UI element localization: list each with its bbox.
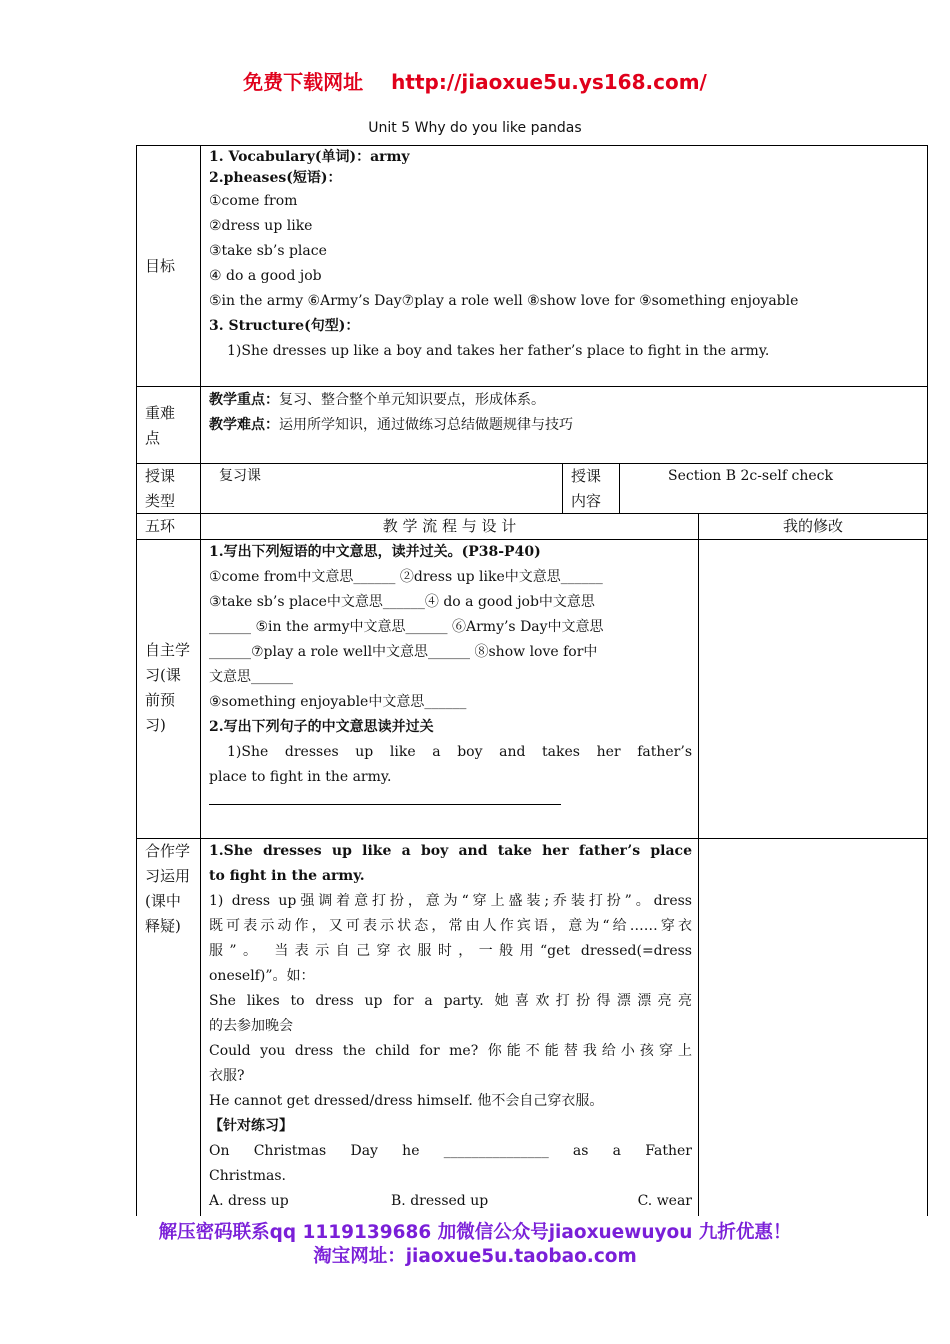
column-header-1 [137,514,200,539]
coop-practice-question-line-2: Christmas. [209,1168,286,1184]
coop-example-2-line-1: Could you dress the child for me? 你能不能替我给小孩穿上 [209,1043,692,1059]
self-study-line-2: ③take sb’s place中文意思______④ do a good job中文意思 [209,594,595,610]
self-study-row [137,540,927,839]
lesson-type-value-cell [200,464,562,513]
column-header-2 [200,514,698,539]
goals-phrases-heading: 2.pheases(短语)： [209,170,342,186]
goals-vocabulary-line: 1. Vocabulary(单词)：army [209,149,410,165]
lesson-type-label-cell [137,464,200,513]
lesson-type-label: 授课类型 [145,467,176,510]
lesson-info-row [137,464,927,514]
goals-label-cell [137,146,200,386]
coop-content-cell [200,839,698,1216]
column-header-3-text: 我的修改 [782,517,843,535]
self-study-sentence-line-2: place to fight in the army. [209,769,392,785]
lesson-type-value: 复习课 [219,468,261,484]
hard-point-line [201,413,927,438]
coop-sentence-line-1: 1.She dresses up like a boy and take her father’s place [209,843,692,859]
lesson-content-label: 授课内容 [571,467,602,510]
option-b: B. dressed up [391,1193,489,1209]
self-study-line-6: ⑨something enjoyable中文意思______ [209,694,467,710]
column-header-row [137,514,927,540]
lesson-content-value-cell [619,464,927,513]
column-header-2-text: 教 学 流 程 与 设 计 [382,517,517,535]
goals-structure-heading: 3. Structure(句型)： [209,318,360,334]
column-header-1-text: 五环 [145,517,176,535]
coop-example-1-line-2: 的去参加晚会 [209,1018,293,1034]
goals-phrase-2: ②dress up like [209,218,313,234]
download-banner-label: 免费下载网址 [243,70,364,94]
goals-structure-sentence: 1)She dresses up like a boy and takes her father’s place to fight in the army. [227,343,770,359]
goals-label: 目标 [145,257,176,275]
key-point-label: 教学重点： [209,392,279,408]
coop-explain-3: 服”。 当表示自己穿衣服时，一般用“get dressed(=dress [209,943,692,959]
lesson-content-label-cell [562,464,619,513]
self-study-task-1-heading: 1.写出下列短语的中文意思，读并过关。(P38-P40) [209,544,541,560]
difficulty-label-cell [137,387,200,463]
self-study-label: 自主学习(课前预习) [145,641,191,734]
self-study-content-cell [200,540,698,838]
coop-practice-heading: 【针对练习】 [209,1118,293,1134]
coop-example-1-line-1: She likes to dress up for a party. 她喜欢打扮得漂漂亮亮 [209,993,692,1009]
key-point-text: 复习、整合整个单元知识要点，形成体系。 [279,392,545,408]
self-study-line-4: ______⑦play a role well中文意思______ ⑧show love for中 [209,644,598,660]
hard-point-text: 运用所学知识，通过做练习总结做题规律与技巧 [279,417,573,433]
hard-point-label: 教学难点： [209,417,279,433]
coop-practice-question-line-1: On Christmas Day he _______________ as a Father [209,1143,692,1159]
coop-explain-2: 既可表示动作，又可表示状态，常由人作宾语，意为“给……穿衣 [209,918,692,934]
difficulty-label: 重难点 [145,404,176,447]
coop-explain-4: oneself)”。如： [209,968,315,984]
coop-sentence-line-2: to fight in the army. [209,868,365,884]
goals-content-cell [200,146,927,386]
goals-phrase-3: ③take sb’s place [209,243,327,259]
footer-taobao-link[interactable]: 淘宝网址：jiaoxue5u.taobao.com [313,1246,637,1267]
key-point-line [201,388,927,413]
coop-options-line [201,1189,698,1214]
coop-label: 合作学习运用(课中释疑) [145,842,191,935]
difficulty-content-cell [200,387,927,463]
lesson-content-value: Section B 2c-self check [668,468,833,484]
footer-contact-line: 解压密码联系qq 1119139686 加微信公众号jiaoxuewuyou 九折优惠！ [158,1222,792,1243]
column-header-3 [698,514,927,539]
goals-phrase-4: ④ do a good job [209,268,322,284]
self-study-sentence-line-1: 1)She dresses up like a boy and takes her father’s [227,744,692,760]
self-study-task-2-heading: 2.写出下列句子的中文意思读并过关 [209,719,434,735]
lesson-plan-table [136,145,928,1216]
option-c: C. wear [637,1193,692,1209]
document-title: Unit 5 Why do you like pandas [368,120,582,136]
difficulty-row [137,387,927,464]
coop-explain-1: 1) dress up强调着意打扮，意为“穿上盛装;乔装打扮”。dress [209,893,692,909]
answer-line-wrapper [201,804,698,805]
self-study-label-cell [137,540,200,838]
coop-row [137,839,927,1216]
option-a: A. dress up [209,1193,289,1209]
download-url-link[interactable]: http://jiaoxue5u.ys168.com/ [391,70,707,94]
self-study-notes-cell [698,540,927,838]
coop-example-3: He cannot get dressed/dress himself. 他不会自己穿衣服。 [209,1093,604,1109]
goals-phrase-1: ①come from [209,193,298,209]
coop-example-2-line-2: 衣服? [209,1068,245,1084]
goals-phrase-5-9: ⑤in the army ⑥Army’s Day⑦play a role well ⑧show love for ⑨something enjoyable [209,293,799,309]
self-study-line-1: ①come from中文意思______ ②dress up like中文意思______ [209,569,603,585]
self-study-line-5: 文意思______ [209,669,293,685]
coop-label-cell [137,839,200,1216]
goals-row [137,146,927,387]
download-banner [0,66,950,95]
self-study-line-3: ______ ⑤in the army中文意思______ ⑥Army’s Day中文意思 [209,619,604,635]
coop-notes-cell [698,839,927,1216]
answer-line[interactable] [209,804,561,805]
